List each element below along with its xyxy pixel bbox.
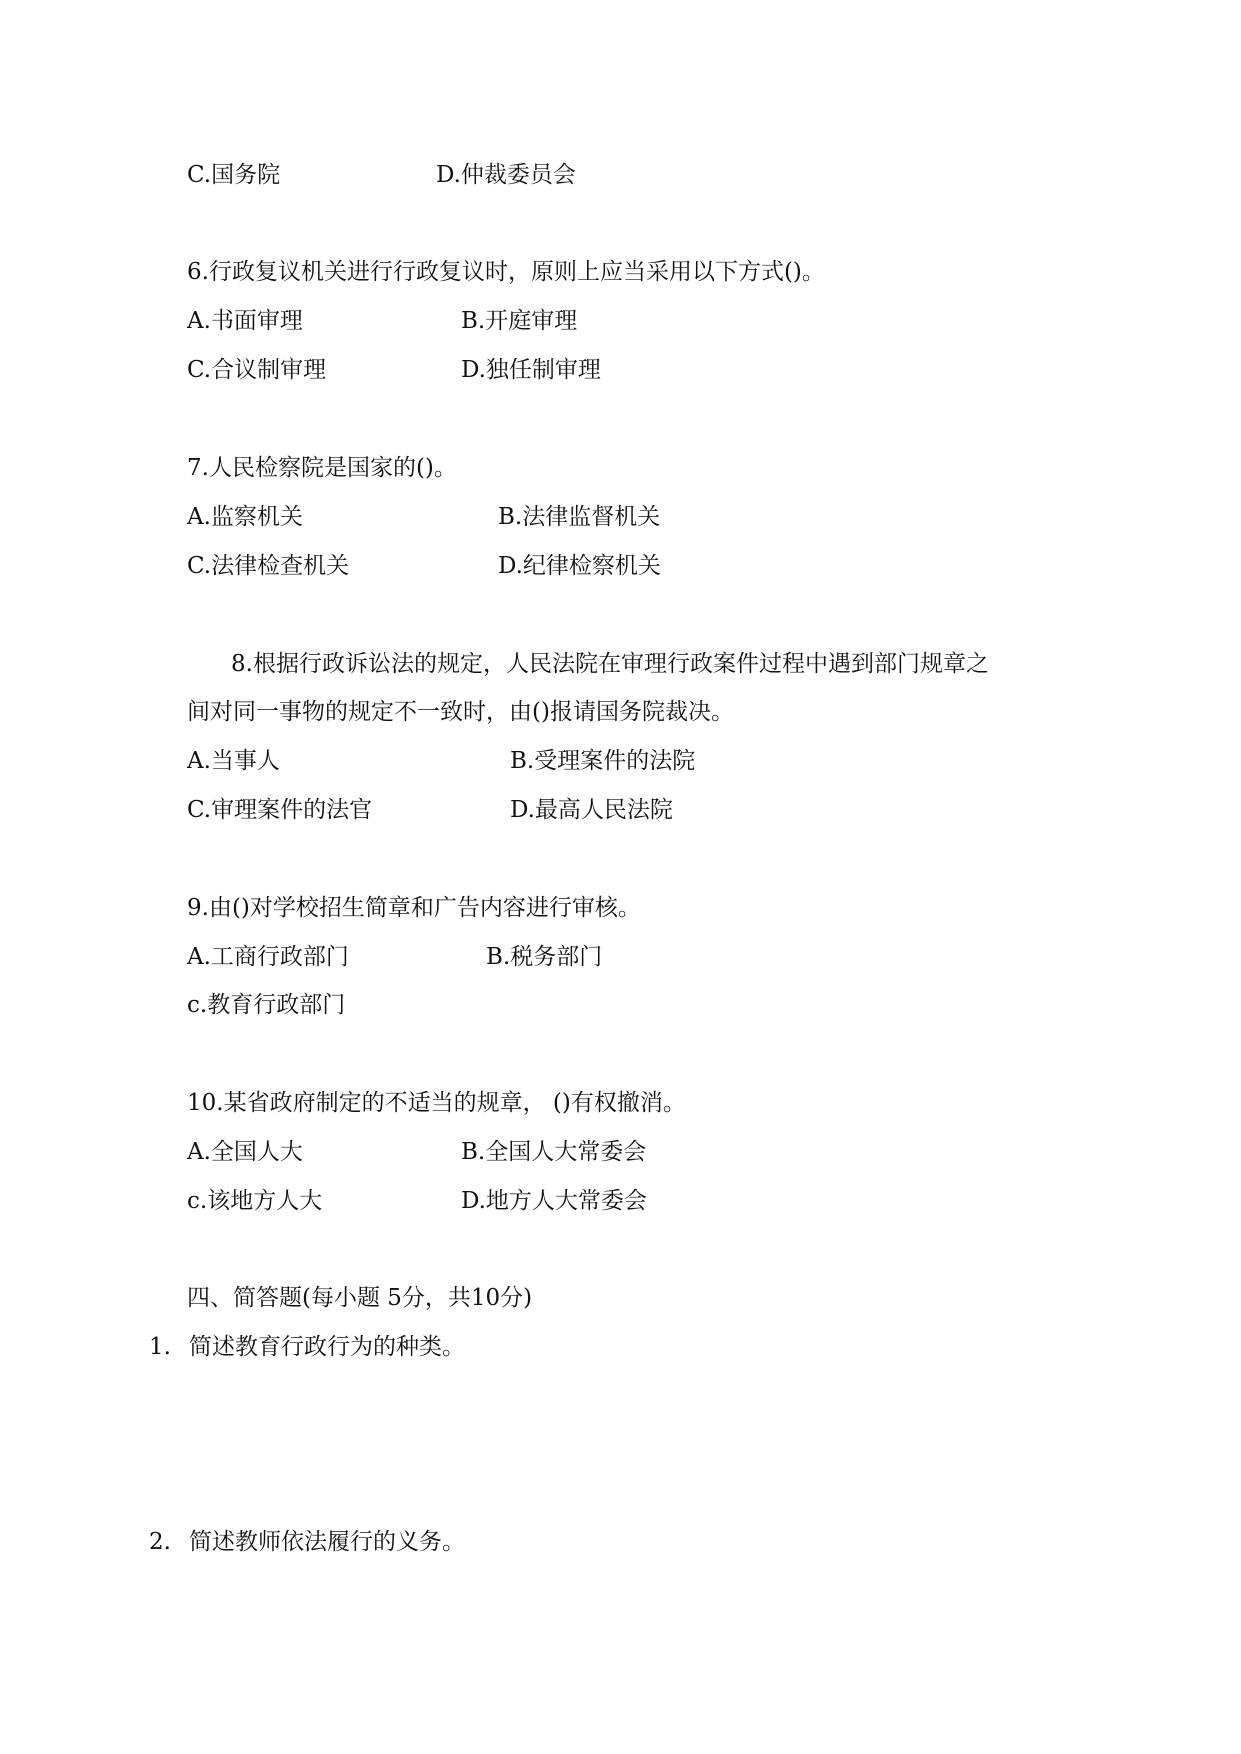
section4-item-2-number: 2. (149, 1529, 171, 1555)
q8-option-d: D.最高人民法院 (510, 797, 673, 823)
q7-option-b: B.法律监督机关 (498, 504, 661, 530)
q9-stem: 9.由()对学校招生简章和广告内容进行审核。 (187, 895, 641, 921)
q7-option-a: A.监察机关 (187, 504, 303, 530)
q10-option-b: B.全国人大常委会 (461, 1139, 647, 1165)
q10-stem: 10.某省政府制定的不适当的规章， ()有权撤消。 (187, 1090, 686, 1116)
q8-option-c: C.审理案件的法官 (187, 797, 373, 823)
q8-option-a: A.当事人 (187, 748, 280, 774)
q6-stem: 6.行政复议机关进行行政复议时，原则上应当采用以下方式()。 (187, 259, 825, 285)
q8-option-b: B.受理案件的法院 (510, 748, 696, 774)
q6-option-c: C.合议制审理 (187, 357, 327, 383)
q10-option-c: c.该地方人大 (187, 1188, 323, 1214)
section4-item-2-text: 简述教师依法履行的义务。 (189, 1529, 465, 1555)
q5-option-d: D.仲裁委员会 (436, 162, 576, 188)
q6-option-d: D.独任制审理 (461, 357, 601, 383)
q10-option-d: D.地方人大常委会 (461, 1188, 647, 1214)
q9-option-a: A.工商行政部门 (187, 944, 349, 970)
q10-option-a: A.全国人大 (187, 1139, 303, 1165)
section4-item-1-number: 1. (149, 1334, 171, 1360)
q6-option-b: B.开庭审理 (461, 308, 578, 334)
section4-item-1-text: 简述教育行政行为的种类。 (189, 1334, 465, 1360)
q7-option-c: C.法律检查机关 (187, 553, 350, 579)
q7-stem: 7.人民检察院是国家的()。 (187, 455, 457, 481)
q8-stem-line2: 间对同一事物的规定不一致时，由()报请国务院裁决。 (187, 699, 734, 725)
q8-stem-line1: 8.根据行政诉讼法的规定，人民法院在审理行政案件过程中遇到部门规章之 (231, 651, 989, 677)
q7-option-d: D.纪律检察机关 (498, 553, 661, 579)
q6-option-a: A.书面审理 (187, 308, 303, 334)
section4-heading: 四、简答题(每小题 5分，共10分) (187, 1285, 533, 1311)
q5-option-c: C.国务院 (187, 162, 281, 188)
q9-option-c: c.教育行政部门 (187, 992, 346, 1018)
q9-option-b: B.税务部门 (486, 944, 603, 970)
